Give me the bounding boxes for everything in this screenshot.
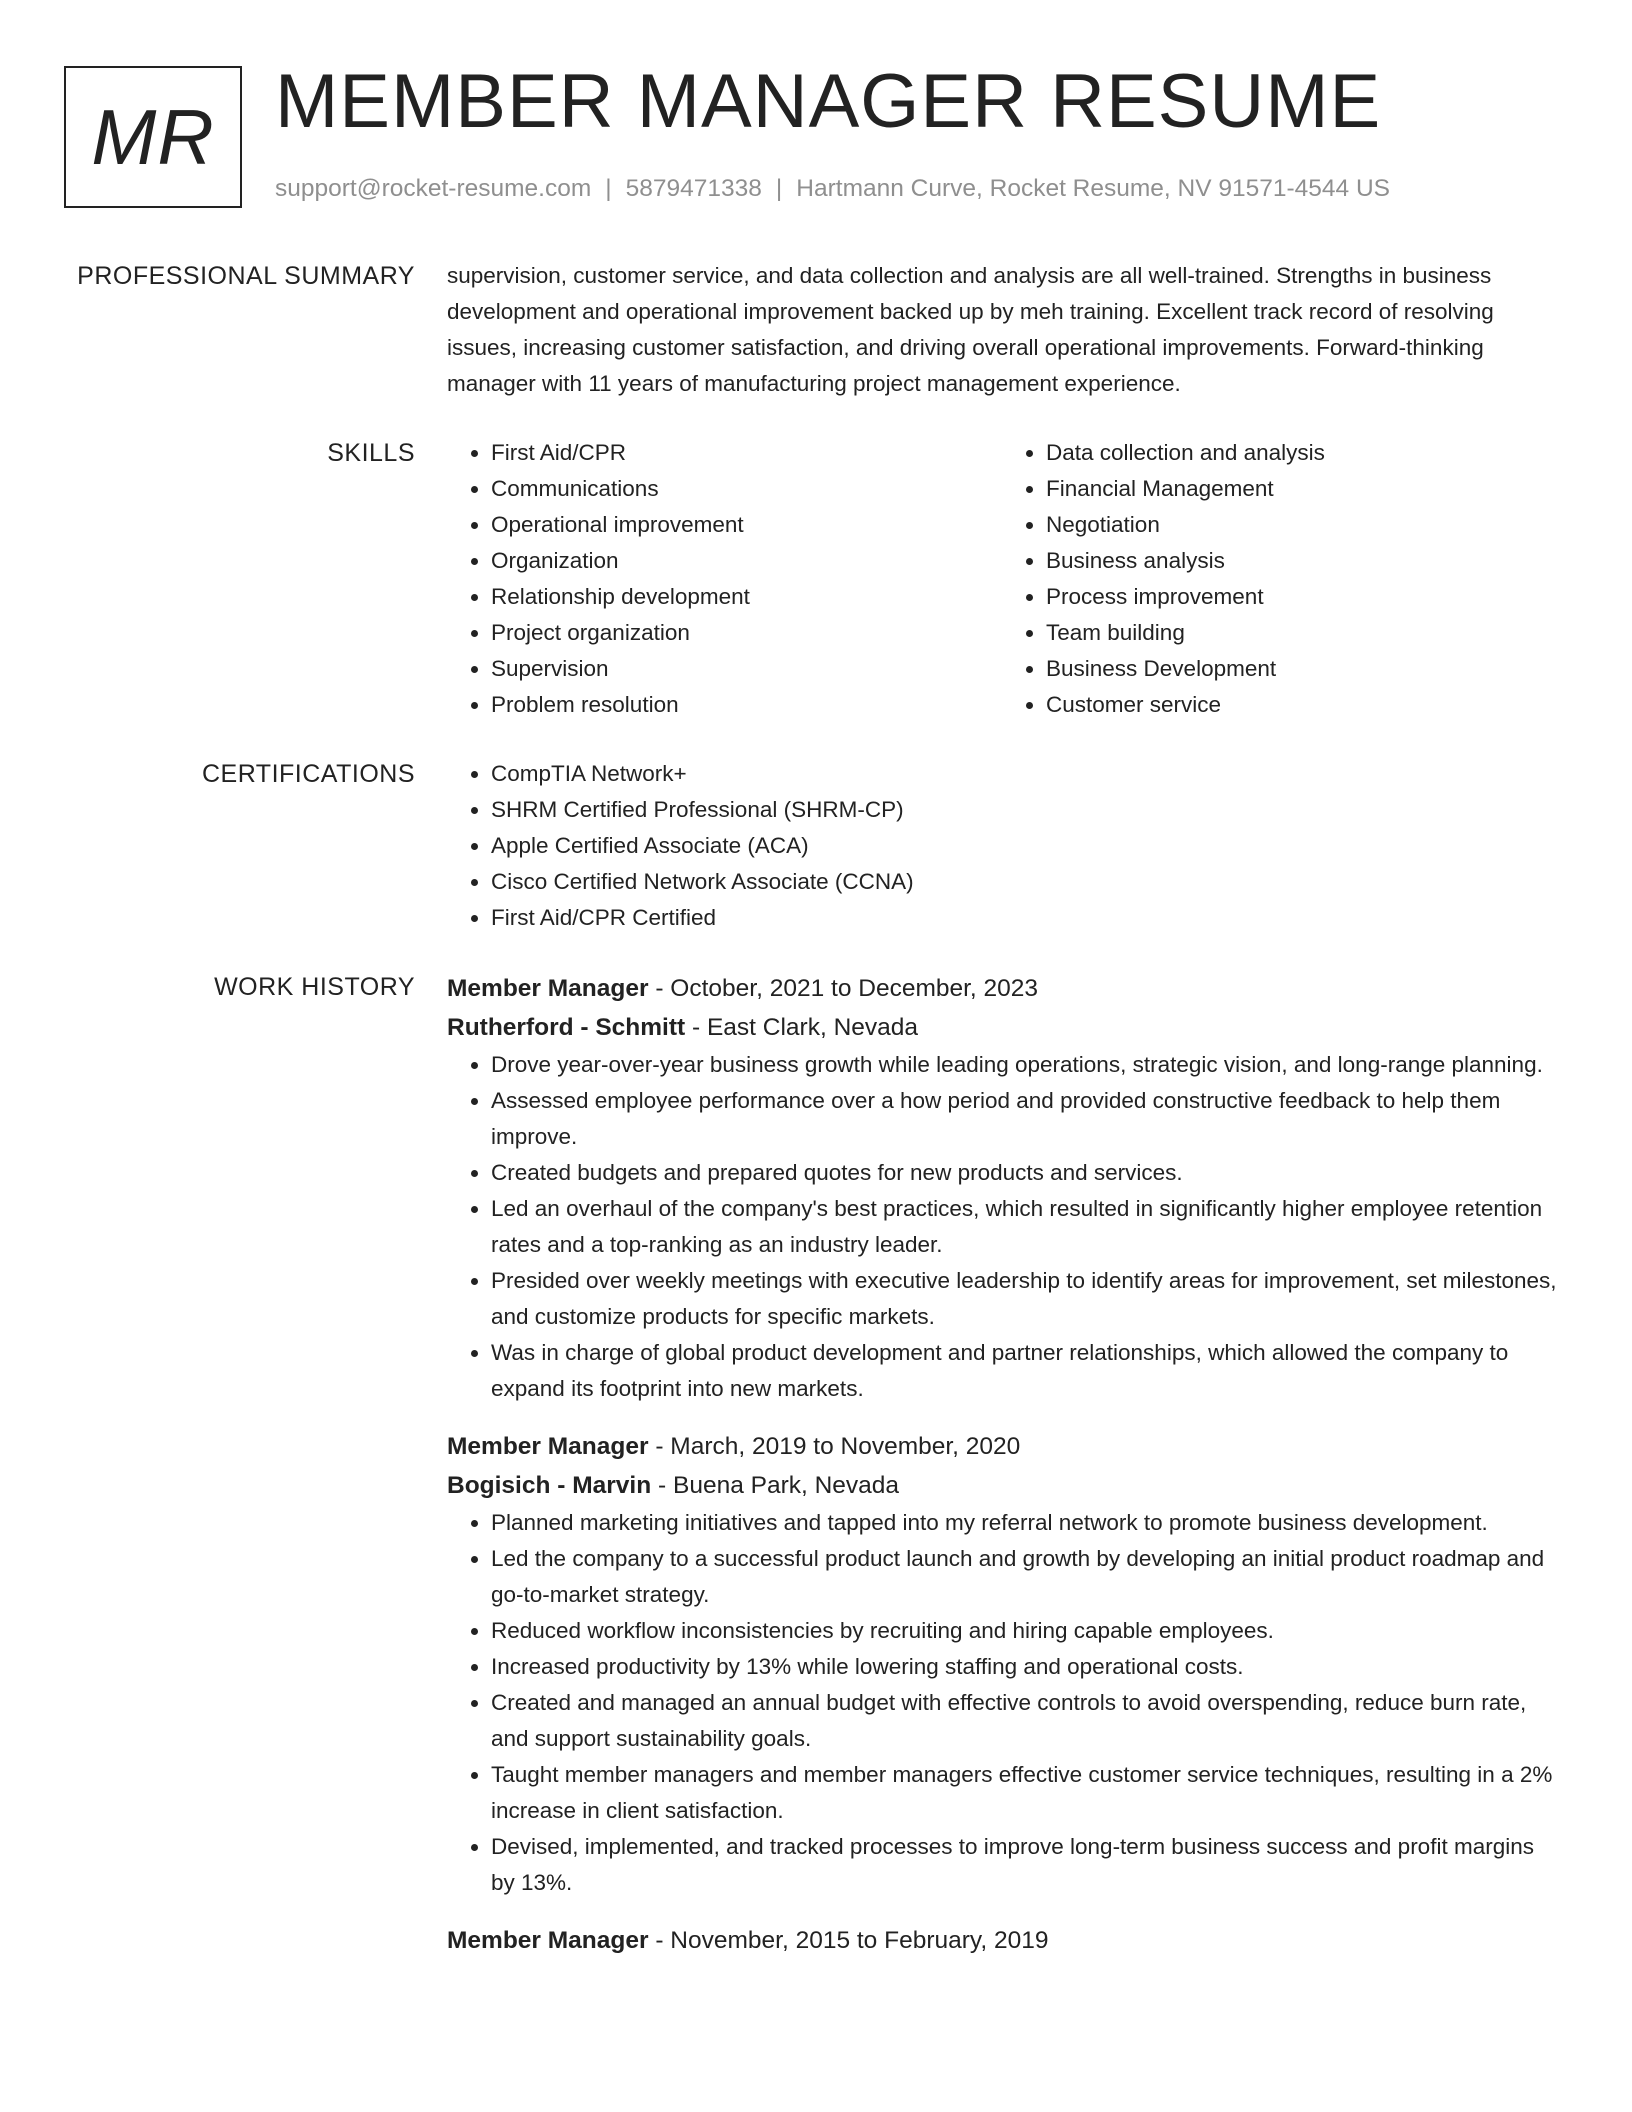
job-bullets — [447, 1505, 1557, 1901]
job-bullet: • Devised, implemented, and tracked processes to improve long-term business success and profit margins by 13%. — [491, 1829, 1557, 1901]
work-history-list — [447, 969, 1557, 1980]
skill-item: • Communications — [491, 471, 1002, 507]
job-title-line — [447, 969, 1557, 1008]
skill-item: • Business analysis — [1046, 543, 1557, 579]
job-dates: - November, 2015 to February, 2019 — [648, 1927, 1049, 1954]
contact-separator: | — [775, 175, 783, 202]
job-bullets — [447, 1047, 1557, 1407]
certifications-list — [447, 756, 1557, 936]
job-bullet: • Drove year-over-year business growth while leading operations, strategic vision, and long-range planning. — [491, 1047, 1557, 1083]
skill-item: • Business Development — [1046, 651, 1557, 687]
certification-item: • CompTIA Network+ — [491, 756, 1557, 792]
skill-item: • Negotiation — [1046, 507, 1557, 543]
job-bullet: • Led an overhaul of the company's best practices, which resulted in significantly higher employee retention rates and a top-ranking as an industry leader. — [491, 1191, 1557, 1263]
job-title-line — [447, 1921, 1557, 1960]
job-bullet: • Planned marketing initiatives and tapped into my referral network to promote business development. — [491, 1505, 1557, 1541]
job-location: - Buena Park, Nevada — [651, 1472, 900, 1499]
job-entry — [447, 1427, 1557, 1901]
work-history-section — [0, 969, 1632, 1980]
job-bullet: • Taught member managers and member managers effective customer service techniques, resulting in a 2% increase in client satisfaction. — [491, 1757, 1557, 1829]
contact-phone: 5879471338 — [625, 175, 762, 202]
job-title: Member Manager — [447, 1433, 649, 1460]
skills-list-left — [447, 435, 1002, 723]
contact-email: support@rocket-resume.com — [275, 175, 592, 202]
skills-list-right — [1002, 435, 1557, 723]
job-location: - East Clark, Nevada — [685, 1014, 919, 1041]
contact-address: Hartmann Curve, Rocket Resume, NV 91571-4544 US — [796, 175, 1390, 202]
job-bullet: • Reduced workflow inconsistencies by recruiting and hiring capable employees. — [491, 1613, 1557, 1649]
certifications-section — [0, 756, 1632, 936]
job-bullet: • Created and managed an annual budget with effective controls to avoid overspending, reduce burn rate, and support sustainability goals. — [491, 1685, 1557, 1757]
skill-item: • Data collection and analysis — [1046, 435, 1557, 471]
job-company: Rutherford - Schmitt — [447, 1014, 686, 1041]
skill-item: • Organization — [491, 543, 1002, 579]
certification-item: • SHRM Certified Professional (SHRM-CP) — [491, 792, 1557, 828]
job-title: Member Manager — [447, 975, 649, 1002]
job-bullet: • Presided over weekly meetings with executive leadership to identify areas for improvement, set milestones, and customize products for specific markets. — [491, 1263, 1557, 1335]
certification-item: • First Aid/CPR Certified — [491, 900, 1557, 936]
section-label-skills: SKILLS — [327, 439, 415, 467]
skill-item: • Operational improvement — [491, 507, 1002, 543]
contact-line — [275, 172, 1390, 206]
section-label-certifications: CERTIFICATIONS — [201, 760, 415, 788]
certification-item: • Apple Certified Associate (ACA) — [491, 828, 1557, 864]
job-dates: - March, 2019 to November, 2020 — [648, 1433, 1021, 1460]
skill-item: • Project organization — [491, 615, 1002, 651]
job-company-line — [447, 1466, 1557, 1505]
job-dates: - October, 2021 to December, 2023 — [648, 975, 1039, 1002]
job-title: Member Manager — [447, 1927, 649, 1954]
summary-section — [0, 258, 1632, 402]
job-entry — [447, 1921, 1557, 1960]
job-bullet: • Increased productivity by 13% while lowering staffing and operational costs. — [491, 1649, 1557, 1685]
contact-separator: | — [605, 175, 612, 202]
skill-item: • Team building — [1046, 615, 1557, 651]
monogram-logo: MR — [64, 66, 242, 208]
job-bullet: • Was in charge of global product development and partner relationships, which allowed the company to expand its footprint into new markets. — [491, 1335, 1557, 1407]
skills-section — [0, 435, 1632, 723]
resume-content — [0, 258, 1632, 2013]
skill-item: • Problem resolution — [491, 687, 1002, 723]
job-entry — [447, 969, 1557, 1407]
summary-text: supervision, customer service, and data collection and analysis are all well-trained. Strengths in business development and operational improvement backed up by meh training. Excellent track record of resolving issues, increasing customer satisfaction, and driving overall operational improvements. Forward-thinking manager with 11 years of manufacturing project management experience. — [447, 263, 1494, 396]
resume-title: MEMBER MANAGER RESUME — [275, 59, 1382, 144]
job-bullet: • Created budgets and prepared quotes for new products and services. — [491, 1155, 1557, 1191]
job-bullet: • Led the company to a successful product launch and growth by developing an initial product roadmap and go-to-market strategy. — [491, 1541, 1557, 1613]
skill-item: • First Aid/CPR — [491, 435, 1002, 471]
job-bullet: • Assessed employee performance over a how period and provided constructive feedback to help them improve. — [491, 1083, 1557, 1155]
job-title-line — [447, 1427, 1557, 1466]
skill-item: • Customer service — [1046, 687, 1557, 723]
section-label-work-history: WORK HISTORY — [214, 973, 415, 1001]
skill-item: • Financial Management — [1046, 471, 1557, 507]
job-company: Bogisich - Marvin — [447, 1472, 652, 1499]
skill-item: • Process improvement — [1046, 579, 1557, 615]
skill-item: • Supervision — [491, 651, 1002, 687]
job-company-line — [447, 1008, 1557, 1047]
section-label-summary: PROFESSIONAL SUMMARY — [77, 262, 415, 290]
certification-item: • Cisco Certified Network Associate (CCNA) — [491, 864, 1557, 900]
skill-item: • Relationship development — [491, 579, 1002, 615]
